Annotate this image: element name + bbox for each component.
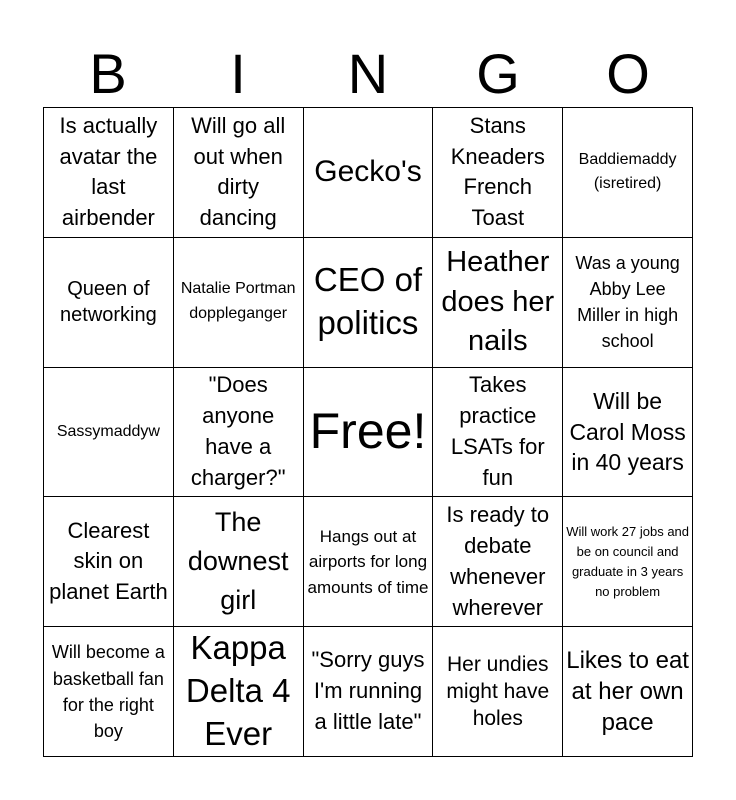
cell-text: Clearest skin on planet Earth — [49, 517, 168, 605]
bingo-cell[interactable] — [174, 238, 304, 368]
cell-text: The downest girl — [187, 507, 289, 616]
cell-text: "Does anyone have a charger?" — [190, 372, 286, 490]
bingo-cell[interactable] — [433, 238, 563, 368]
bingo-cell[interactable] — [44, 368, 174, 498]
cell-text: Kappa Delta 4 Ever — [185, 629, 291, 753]
cell-text: Her undies might have holes — [446, 652, 550, 731]
cell-text: Was a young Abby Lee Miller in high school — [575, 253, 680, 352]
bingo-cell[interactable] — [174, 108, 304, 238]
cell-text: "Sorry guys I'm running a little late" — [311, 647, 425, 734]
bingo-cell[interactable] — [433, 627, 563, 757]
cell-text: Heather does her nails — [441, 246, 555, 357]
bingo-cell[interactable] — [44, 238, 174, 368]
bingo-cell[interactable] — [174, 627, 304, 757]
cell-text: Is actually avatar the last airbender — [59, 112, 158, 231]
cell-text: Takes practice LSATs for fun — [450, 372, 545, 490]
bingo-cell[interactable] — [44, 497, 174, 627]
free-space-label: Free! — [309, 403, 427, 460]
bingo-cell[interactable] — [433, 368, 563, 498]
cell-text: Will work 27 jobs and be on council and graduate in 3 years no problem — [566, 523, 690, 599]
header-letter-o: O — [606, 42, 650, 105]
cell-text: Gecko's — [314, 155, 422, 189]
cell-text: Will be Carol Moss in 40 years — [569, 388, 686, 476]
bingo-cell[interactable] — [563, 497, 693, 627]
bingo-cell[interactable] — [563, 368, 693, 498]
bingo-cell[interactable] — [174, 497, 304, 627]
bingo-cell[interactable] — [563, 108, 693, 238]
bingo-header — [43, 40, 693, 108]
cell-text: Is ready to debate whenever wherever — [446, 502, 550, 620]
header-letter-b: B — [89, 42, 127, 105]
bingo-cell[interactable] — [563, 627, 693, 757]
bingo-cell[interactable] — [563, 238, 693, 368]
cell-text: Baddiemaddy (isretired) — [578, 150, 677, 193]
bingo-grid — [43, 107, 693, 757]
cell-text: Sassymaddyw — [56, 422, 160, 440]
bingo-cell[interactable] — [304, 238, 434, 368]
cell-text: Queen of networking — [60, 278, 157, 327]
bingo-cell[interactable] — [174, 368, 304, 498]
bingo-cell[interactable] — [304, 497, 434, 627]
free-space[interactable] — [304, 368, 434, 498]
cell-text: Natalie Portman doppleganger — [180, 280, 296, 323]
bingo-cell[interactable] — [433, 497, 563, 627]
header-letter-n: N — [347, 42, 389, 105]
header-letter-g: G — [476, 42, 520, 105]
cell-text: CEO of politics — [313, 261, 423, 342]
bingo-cell[interactable] — [44, 108, 174, 238]
cell-text: Hangs out at airports for long amounts of time — [307, 526, 429, 597]
cell-text: Stans Kneaders French Toast — [450, 112, 545, 231]
header-letter-i: I — [230, 42, 246, 105]
bingo-cell[interactable] — [304, 108, 434, 238]
cell-text: Will go all out when dirty dancing — [191, 112, 286, 231]
cell-text: Will become a basketball fan for the right boy — [51, 642, 165, 741]
bingo-cell[interactable] — [44, 627, 174, 757]
bingo-cell[interactable] — [433, 108, 563, 238]
cell-text: Likes to eat at her own pace — [566, 646, 689, 737]
bingo-cell[interactable] — [304, 627, 434, 757]
